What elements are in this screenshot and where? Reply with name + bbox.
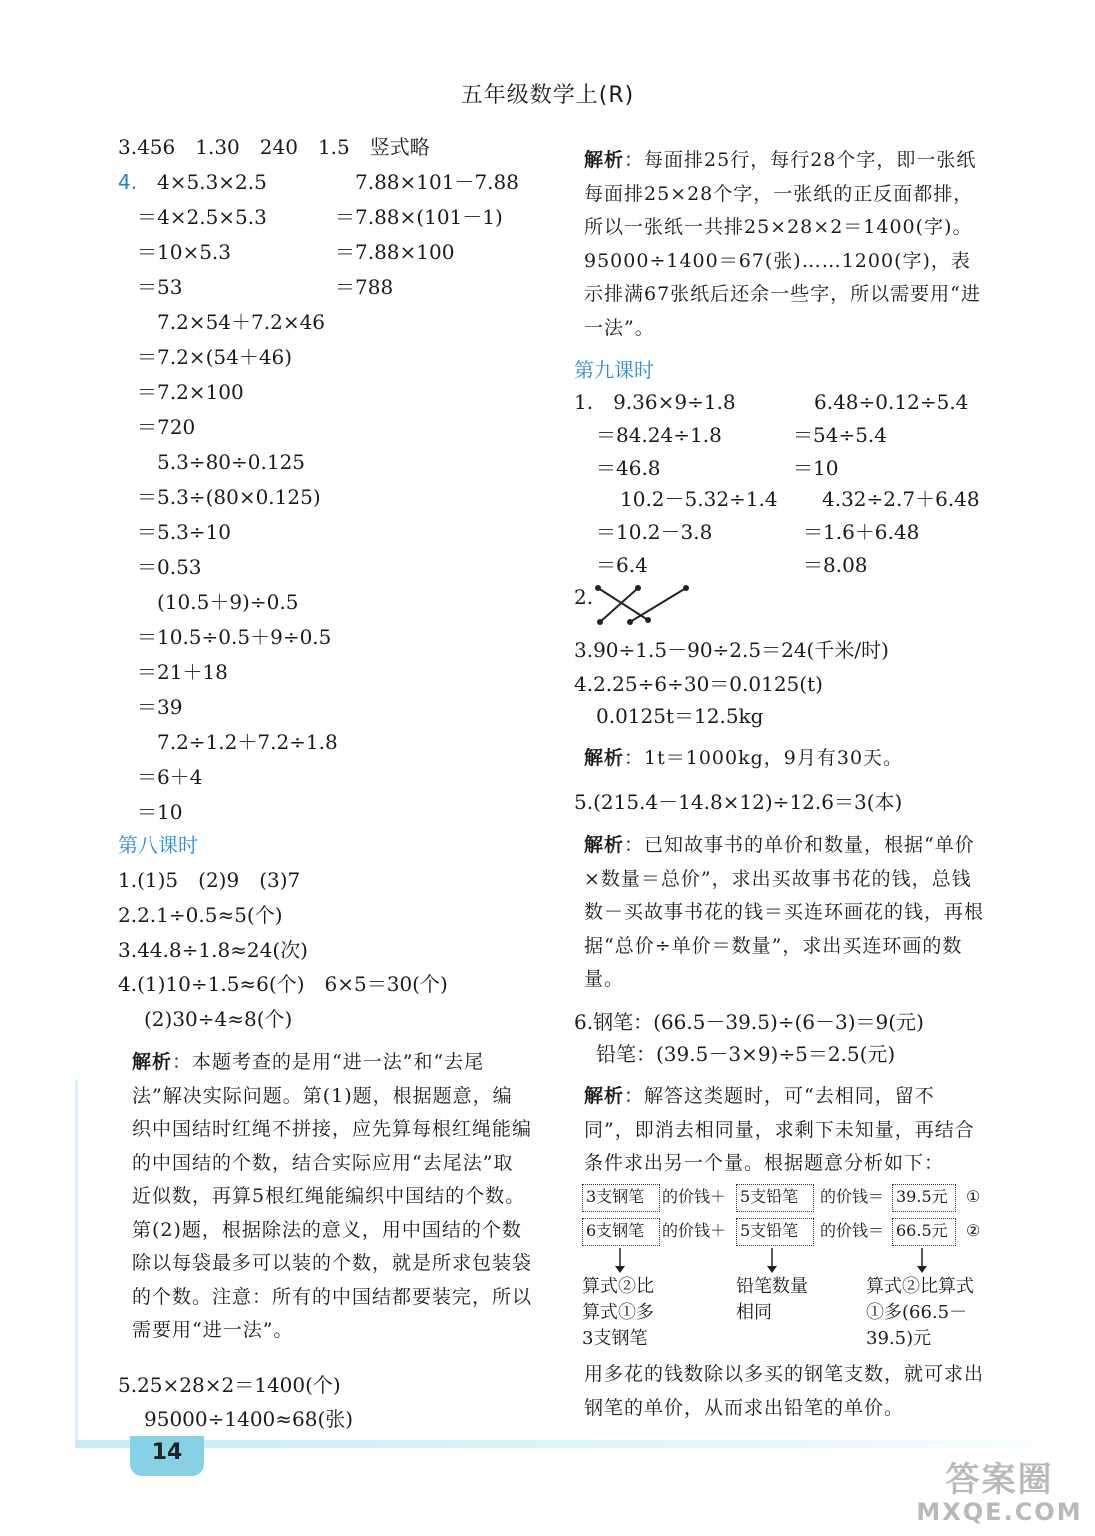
answer-4-label: 4. xyxy=(118,170,138,194)
watermark-logo xyxy=(912,1462,1087,1526)
footer-band xyxy=(75,1440,1095,1448)
analysis-paragraph xyxy=(584,829,984,997)
answer-line: 3.90÷1.5－90÷2.5＝24(千米/时) xyxy=(574,638,889,662)
box-6-pens: 6支钢笔 xyxy=(582,1218,660,1246)
decorative-rule xyxy=(75,1080,78,1440)
calc-line: ＝7.88×(101－1) xyxy=(335,205,503,229)
calc-line: ＝0.53 xyxy=(137,555,202,579)
conclusion-paragraph: 用多花的钱数除以多买的钢笔支数，就可求出钢笔的单价，从而求出铅笔的单价。 xyxy=(584,1363,985,1419)
calc-line: ＝8.08 xyxy=(803,553,868,577)
calc-line: ＝720 xyxy=(137,415,196,439)
watermark-url: MXQE.COM xyxy=(916,1498,1083,1526)
calc-line: ＝5.3÷(80×0.125) xyxy=(137,485,321,509)
answer-line: 5.25×28×2＝1400(个) xyxy=(118,1373,341,1397)
answer-3: 3.456 1.30 240 1.5 竖式略 xyxy=(118,135,430,159)
calc-line: ＝6＋4 xyxy=(137,765,203,789)
calc-line: (10.5＋9)÷0.5 xyxy=(157,590,299,614)
answer-2-label: 2. xyxy=(574,585,594,609)
analysis-label: 解析 xyxy=(132,1051,173,1073)
calc-line: 7.2×54＋7.2×46 xyxy=(157,310,326,334)
diagram-arrows xyxy=(600,1248,960,1274)
analysis-label: 解析 xyxy=(584,834,625,856)
diagram-text: 的价钱＋ xyxy=(662,1221,727,1240)
calc-line: 5.3÷80÷0.125 xyxy=(157,450,306,474)
analysis-label: 解析 xyxy=(584,747,625,769)
calc-line: ＝39 xyxy=(137,695,183,719)
analysis-text: ：解答这类题时，可“去相同，留不同”，即消去相同量，求剩下未知量，再结合条件求出另一个量。根据题意分析如下： xyxy=(584,1085,975,1174)
analysis-text: ：已知故事书的单价和数量，根据“单价×数量＝总价”，求出买故事书花的钱，总钱数－买故事书花的钱＝买连环画花的钱，再根据“总价÷单价＝数量”，求出买连环画的数量。 xyxy=(584,834,985,990)
calc-line: ＝7.88×100 xyxy=(335,240,455,264)
calc-line: ＝21＋18 xyxy=(137,660,228,684)
answer-line: (2)30÷4≈8(个) xyxy=(144,1007,293,1031)
answer-line: 6.钢笔：(66.5－39.5)÷(6－3)＝9(元) xyxy=(574,1010,924,1034)
analysis-paragraph xyxy=(584,1080,984,1181)
answer-line: 铅笔：(39.5－3×9)÷5＝2.5(元) xyxy=(596,1042,896,1066)
calc-line: 10.2－5.32÷1.4 xyxy=(620,487,778,511)
calc-line: ＝84.24÷1.8 xyxy=(596,423,722,447)
box-5-pencils: 5支铅笔 xyxy=(736,1218,814,1246)
calc-line: ＝10×5.3 xyxy=(137,240,232,264)
calc-line: ＝10.2－3.8 xyxy=(596,520,713,544)
analysis-label: 解析 xyxy=(584,149,625,171)
calc-line: 1. 9.36×9÷1.8 xyxy=(574,390,736,414)
calc-line: 7.88×101－7.88 xyxy=(355,170,519,194)
calc-line: ＝7.2×(54＋46) xyxy=(137,345,293,369)
analysis-label: 解析 xyxy=(584,1085,625,1107)
analysis-text: ：每面排25行，每行28个字，即一张纸每面排25×28个字，一张纸的正反面都排，所以一张纸一共排25×28×2＝1400(字)。95000÷1400＝67(张)……1200(字)，表示排满67张纸后还余一些字，所以需要用“进一法”。 xyxy=(584,149,981,339)
calc-line: ＝10 xyxy=(793,456,839,480)
answer-line: 95000÷1400≈68(张) xyxy=(144,1407,354,1431)
calc-line: ＝5.3÷10 xyxy=(137,520,232,544)
analysis-text: ：1t＝1000kg，9月有30天。 xyxy=(624,747,904,769)
diagram-note: 算式②比算式 ①多(66.5－ 39.5)元 xyxy=(866,1276,974,1349)
box-total-1: 39.5元 xyxy=(892,1184,956,1212)
calc-line: ＝1.6＋6.48 xyxy=(803,520,920,544)
answer-line: 4.2.25÷6÷30＝0.0125(t) xyxy=(574,672,823,696)
analysis-paragraph xyxy=(584,144,984,345)
page-number: 14 xyxy=(151,1440,183,1465)
answer-line: 0.0125t＝12.5kg xyxy=(596,704,764,728)
answer-line: 5.(215.4－14.8×12)÷12.6＝3(本) xyxy=(574,790,903,814)
diagram-note: 算式②比 算式①多 3支钢笔 xyxy=(582,1276,654,1349)
box-5-pencils: 5支铅笔 xyxy=(736,1184,814,1212)
calc-line: ＝53 xyxy=(137,275,183,299)
diagram-marker: ② xyxy=(966,1221,981,1240)
calc-line: 6.48÷0.12÷5.4 xyxy=(814,390,969,414)
analysis-paragraph xyxy=(132,1046,532,1348)
watermark-text: 答案圈 xyxy=(945,1460,1054,1500)
section-heading-lesson-9: 第九课时 xyxy=(574,358,654,382)
calc-line: ＝4×2.5×5.3 xyxy=(137,205,267,229)
answer-line: 4.(1)10÷1.5≈6(个) 6×5＝30(个) xyxy=(118,972,448,996)
page-header-title: 五年级数学上(R) xyxy=(460,83,635,108)
calc-line: ＝10.5÷0.5＋9÷0.5 xyxy=(137,625,332,649)
analysis-paragraph xyxy=(584,742,984,776)
calc-line: 4.32÷2.7＋6.48 xyxy=(822,487,980,511)
matching-lines-diagram xyxy=(590,580,700,630)
box-3-pens: 3支钢笔 xyxy=(582,1184,660,1212)
diagram-note: 铅笔数量 相同 xyxy=(736,1276,808,1323)
diagram-marker: ① xyxy=(966,1187,981,1206)
analysis-text: ：本题考查的是用“进一法”和“去尾法”解决实际问题。第(1)题，根据题意，编织中国结时红绳不拼接，应先算每根红绳能编的中国结的个数，结合实际应用“去尾法”取近似数，再算5根红绳能编织中国结的个数。第(2)题，根据除法的意义，用中国结的个数除以每袋最多可以装的个数，就是所求包装袋的个数。注意：所有的中国结都要装完，所以需要用“进一法”。 xyxy=(132,1051,533,1341)
calc-line: 7.2÷1.2＋7.2÷1.8 xyxy=(157,730,338,754)
calc-line: ＝46.8 xyxy=(596,456,661,480)
box-total-2: 66.5元 xyxy=(892,1218,956,1246)
section-heading-lesson-8: 第八课时 xyxy=(118,833,198,857)
answer-line: 1.(1)5 (2)9 (3)7 xyxy=(118,868,301,892)
answer-line: 3.44.8÷1.8≈24(次) xyxy=(118,938,308,962)
calc-line: ＝6.4 xyxy=(596,553,648,577)
diagram-text: 的价钱＋ xyxy=(662,1187,727,1206)
calc-line: 4×5.3×2.5 xyxy=(157,170,267,194)
diagram-text: 的价钱＝ xyxy=(820,1221,885,1240)
calc-line: ＝7.2×100 xyxy=(137,380,244,404)
diagram-text: 的价钱＝ xyxy=(820,1187,885,1206)
calc-line: ＝54÷5.4 xyxy=(793,423,888,447)
calc-line: ＝10 xyxy=(137,800,183,824)
answer-line: 2.2.1÷0.5≈5(个) xyxy=(118,903,283,927)
calc-line: ＝788 xyxy=(335,275,394,299)
